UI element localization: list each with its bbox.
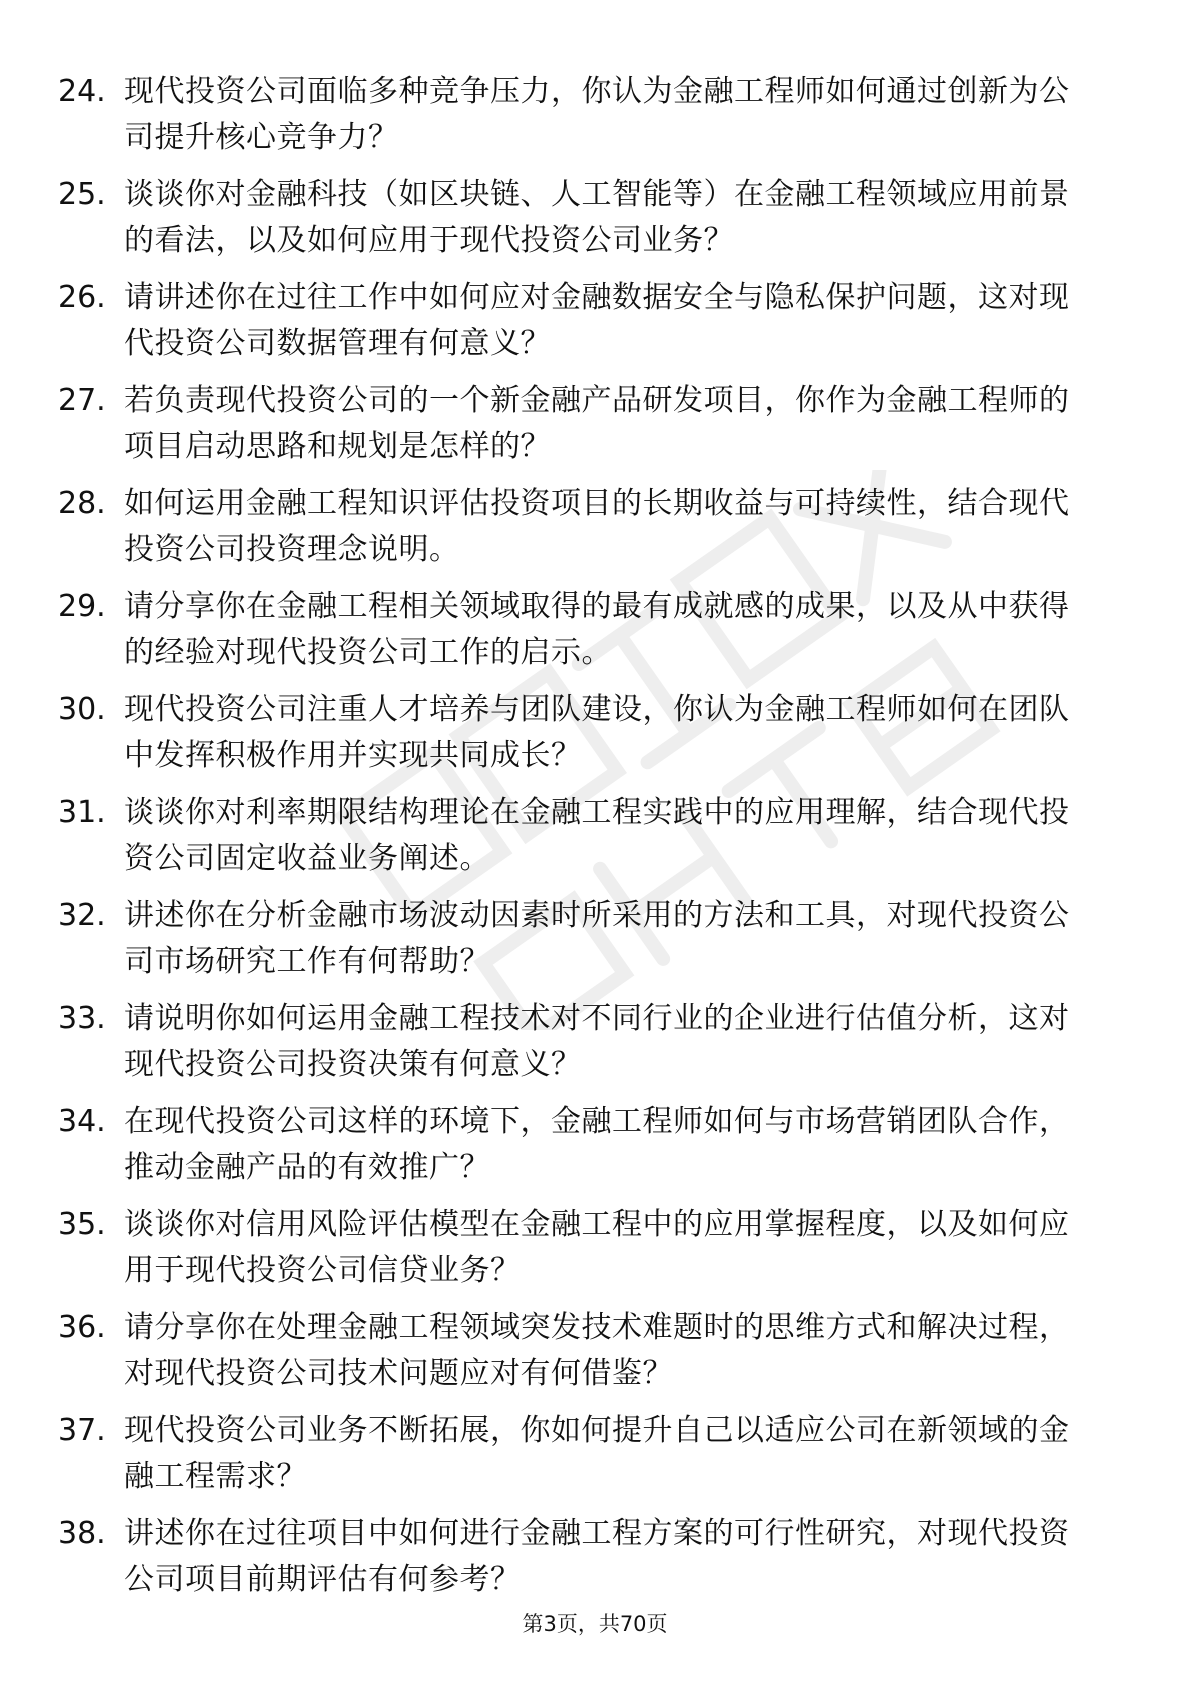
question-item	[58, 172, 1098, 275]
question-text: 现代投资公司注重人才培养与团队建设，你认为金融工程师如何在团队中发挥积极作用并实现共同成长？	[124, 692, 1070, 773]
question-item	[58, 996, 1098, 1099]
question-text: 请分享你在处理金融工程领域突发技术难题时的思维方式和解决过程，对现代投资公司技术问题应对有何借鉴？	[124, 1310, 1070, 1391]
question-number: 37.	[58, 1413, 106, 1448]
question-item	[58, 687, 1098, 790]
question-text: 请分享你在金融工程相关领域取得的最有成就感的成果，以及从中获得的经验对现代投资公司工作的启示。	[124, 589, 1070, 670]
question-item	[58, 1099, 1098, 1202]
question-text: 讲述你在过往项目中如何进行金融工程方案的可行性研究，对现代投资公司项目前期评估有何参考？	[124, 1516, 1070, 1597]
question-text: 现代投资公司业务不断拓展，你如何提升自己以适应公司在新领域的金融工程需求？	[124, 1413, 1070, 1494]
question-number: 29.	[58, 589, 106, 624]
question-number: 31.	[58, 795, 106, 830]
question-number: 32.	[58, 898, 106, 933]
question-text: 讲述你在分析金融市场波动因素时所采用的方法和工具，对现代投资公司市场研究工作有何帮助？	[124, 898, 1070, 979]
question-number: 28.	[58, 486, 106, 521]
question-item	[58, 1305, 1098, 1408]
question-item	[58, 1408, 1098, 1511]
question-item	[58, 584, 1098, 687]
question-item	[58, 481, 1098, 584]
question-text: 现代投资公司面临多种竞争压力，你认为金融工程师如何通过创新为公司提升核心竞争力？	[124, 74, 1070, 155]
page-number: 第3页，共70页	[522, 1612, 668, 1636]
question-number: 24.	[58, 74, 106, 109]
question-number: 34.	[58, 1104, 106, 1139]
question-text: 请说明你如何运用金融工程技术对不同行业的企业进行估值分析，这对现代投资公司投资决策有何意义？	[124, 1001, 1070, 1082]
question-number: 30.	[58, 692, 106, 727]
question-item	[58, 378, 1098, 481]
question-text: 请讲述你在过往工作中如何应对金融数据安全与隐私保护问题，这对现代投资公司数据管理有何意义？	[124, 280, 1070, 361]
question-number: 33.	[58, 1001, 106, 1036]
question-item	[58, 275, 1098, 378]
question-item	[58, 69, 1098, 172]
question-number: 26.	[58, 280, 106, 315]
question-number: 27.	[58, 383, 106, 418]
question-text: 在现代投资公司这样的环境下，金融工程师如何与市场营销团队合作，推动金融产品的有效推广？	[124, 1104, 1070, 1185]
question-text: 若负责现代投资公司的一个新金融产品研发项目，你作为金融工程师的项目启动思路和规划是怎样的？	[124, 383, 1070, 464]
question-number: 38.	[58, 1516, 106, 1551]
question-number: 36.	[58, 1310, 106, 1345]
question-item	[58, 893, 1098, 996]
question-text: 谈谈你对金融科技（如区块链、人工智能等）在金融工程领域应用前景的看法，以及如何应用于现代投资公司业务？	[124, 177, 1070, 258]
question-item	[58, 1202, 1098, 1305]
question-text: 谈谈你对利率期限结构理论在金融工程实践中的应用理解，结合现代投资公司固定收益业务阐述。	[124, 795, 1070, 876]
question-text: 谈谈你对信用风险评估模型在金融工程中的应用掌握程度，以及如何应用于现代投资公司信贷业务？	[124, 1207, 1070, 1288]
question-list	[58, 69, 1098, 1614]
question-number: 25.	[58, 177, 106, 212]
question-number: 35.	[58, 1207, 106, 1242]
question-text: 如何运用金融工程知识评估投资项目的长期收益与可持续性，结合现代投资公司投资理念说明。	[124, 486, 1070, 567]
question-item	[58, 790, 1098, 893]
question-item	[58, 1511, 1098, 1614]
